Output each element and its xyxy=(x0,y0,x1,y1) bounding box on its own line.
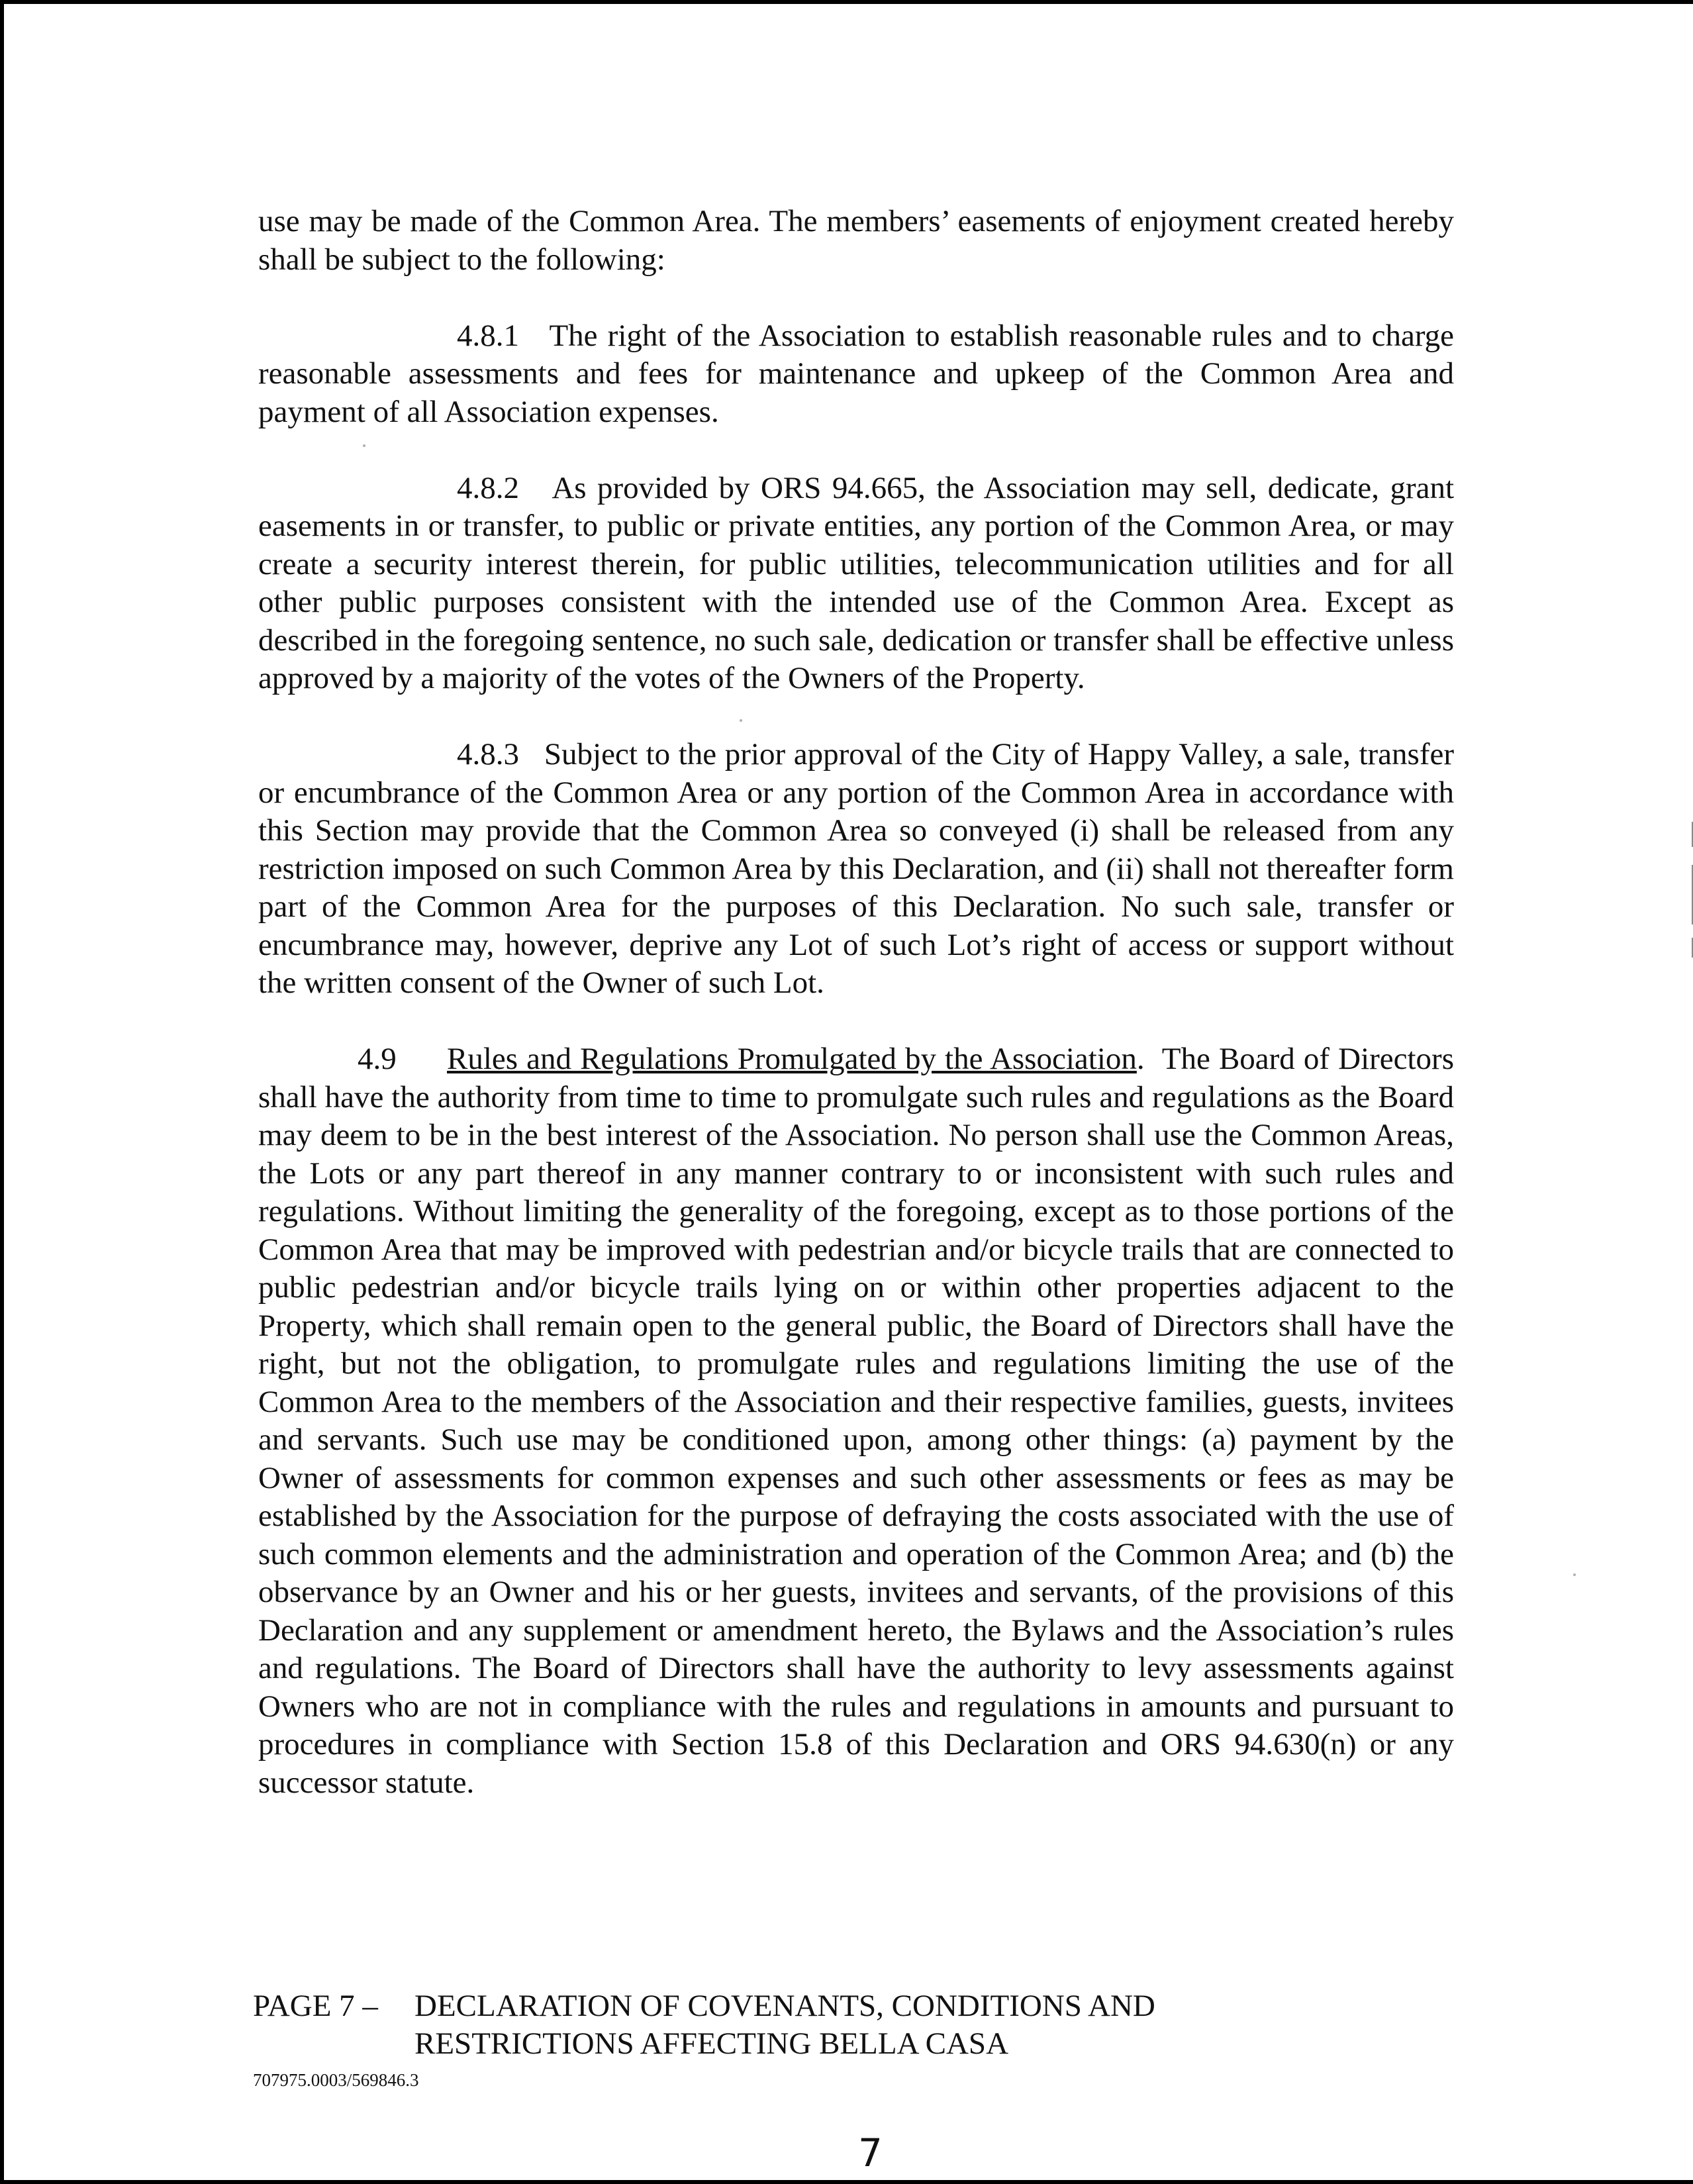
section-4-8-3-number: 4.8.3 xyxy=(457,737,519,771)
footer-page-label: PAGE 7 – xyxy=(253,1989,378,2023)
footer-line-1 xyxy=(253,1987,1511,2025)
section-4-9-text: The Board of Directors shall have the authority from time to time to promulgate such rules and regulations as the Board may deem to be in the best interest of the Association. No person shall use the Common Areas, the Lots or any part thereof in any manner contrary to or inconsistent with such rules and regulations. Without limiting the generality of the foregoing, except as to those portions of the Common Area that may be improved with pedestrian and/or bicycle trails that are connected to public pedestrian and/or bicycle trails lying on or within other properties adjacent to the Property, which shall remain open to the general public, the Board of Directors shall have the right, but not the obligation, to promulgate rules and regulations limiting the use of the Common Area to the members of the Association and their respective families, guests, invitees and servants. Such use may be conditioned upon, among other things: (a) payment by the Owner of assessments for common expenses and such other assessments or fees as may be established by the Association for the purpose of defraying the costs associated with the use of such common elements and the administration and operation of the Common Area; and (b) the observance by an Owner and his or her guests, invitees and servants, of the provisions of this Declaration and any supplement or amendment hereto, the Bylaws and the Association’s rules and regulations. The Board of Directors shall have the authority to levy assessments against Owners who are not in compliance with the rules and regulations in amounts and pursuant to procedures in compliance with Section 15.8 of this Declaration and ORS 94.630(n) or any successor statute. xyxy=(258,1042,1454,1800)
document-body xyxy=(258,203,1454,1802)
intro-paragraph: use may be made of the Common Area. The members’ easements of enjoyment created hereby shall be subject to the following: xyxy=(258,204,1454,277)
footer-spacer xyxy=(253,2025,414,2063)
section-4-8-1 xyxy=(258,317,1454,432)
section-4-8-3-text: Subject to the prior approval of the City of Happy Valley, a sale, transfer or encumbrance of the Common Area or any portion of the Common Area in accordance with this Section may provide that the Common Area so conveyed (i) shall be released from any restriction imposed on such Common Area by this Declaration, and (ii) shall not thereafter form part of the Common Area for the purposes of this Declaration. No such sale, transfer or encumbrance may, however, deprive any Lot of such Lot’s right of access or support without the written consent of the Owner of such Lot. xyxy=(258,737,1454,1000)
page-footer xyxy=(253,1987,1511,2063)
section-4-8-1-text: The right of the Association to establish reasonable rules and to charge reasonable assessments and fees for maintenance and upkeep of the Common Area and payment of all Association expenses. xyxy=(258,318,1454,429)
section-4-9: 4.9 Rules and Regulations Promulgated by the Association. The Board of Directors shall have the authority from time to time to promulgate such rules and regulations as the Board may deem to be in the best interest of the Association. No person shall use the Common Areas, the Lots or any part thereof in any manner contrary to or inconsistent with such rules and regulations. Without limiting the generality of the foregoing, except as to those portions of the Common Area that may be improved with pedestrian and/or bicycle trails that are connected to public pedestrian and/or bicycle trails lying on or within other properties adjacent to the Property, which shall remain open to the general public, the Board of Directors shall have the right, but not the obligation, to promulgate rules and regulations limiting the use of the Common Area to the members of the Association and their respective families, guests, invitees and servants. Such use may be conditioned upon, among other things: (a) payment by the Owner of assessments for common expenses and such other assessments or fees as may be established by the Association for the purpose of defraying the costs associated with the use of such common elements and the administration and operation of the Common Area; and (b) the observance by an Owner and his or her guests, invitees and servants, of the provisions of this Declaration and any supplement or amendment hereto, the Bylaws and the Association’s rules and regulations. The Board of Directors shall have the authority to levy assessments against Owners who are not in compliance with the rules and regulations in amounts and pursuant to procedures in compliance with Section 15.8 of this Declaration and ORS 94.630(n) or any successor statute. xyxy=(258,1042,1454,1800)
section-4-8-2-number: 4.8.2 xyxy=(457,470,519,505)
handwritten-page-number: 7 xyxy=(858,2130,883,2175)
section-4-8-2 xyxy=(258,470,1454,698)
footer-line-2 xyxy=(253,2025,1511,2063)
footer-title-line-1: DECLARATION OF COVENANTS, CONDITIONS AND xyxy=(414,1989,1155,2023)
section-4-8-3 xyxy=(258,736,1454,1003)
footer-title-line-2: RESTRICTIONS AFFECTING BELLA CASA xyxy=(414,2026,1009,2061)
section-4-9-number: 4.9 xyxy=(358,1042,397,1076)
section-4-9-title: Rules and Regulations Promulgated by the Association xyxy=(447,1042,1137,1076)
section-4-8-1-number: 4.8.1 xyxy=(457,318,519,353)
scan-speck xyxy=(363,444,365,447)
scan-speck xyxy=(1573,1573,1576,1576)
section-4-8-2-text: As provided by ORS 94.665, the Association may sell, dedicate, grant easements in or transfer, to public or private entities, any portion of the Common Area, or may create a security interest therein, for public utilities, telecommunication utilities and for all other public purposes consistent with the intended use of the Common Area. Except as described in the foregoing sentence, no such sale, dedication or transfer shall be effective unless approved by a majority of the votes of the Owners of the Property. xyxy=(258,470,1455,695)
scan-speck xyxy=(740,719,742,722)
document-id: 707975.0003/569846.3 xyxy=(253,2070,419,2090)
